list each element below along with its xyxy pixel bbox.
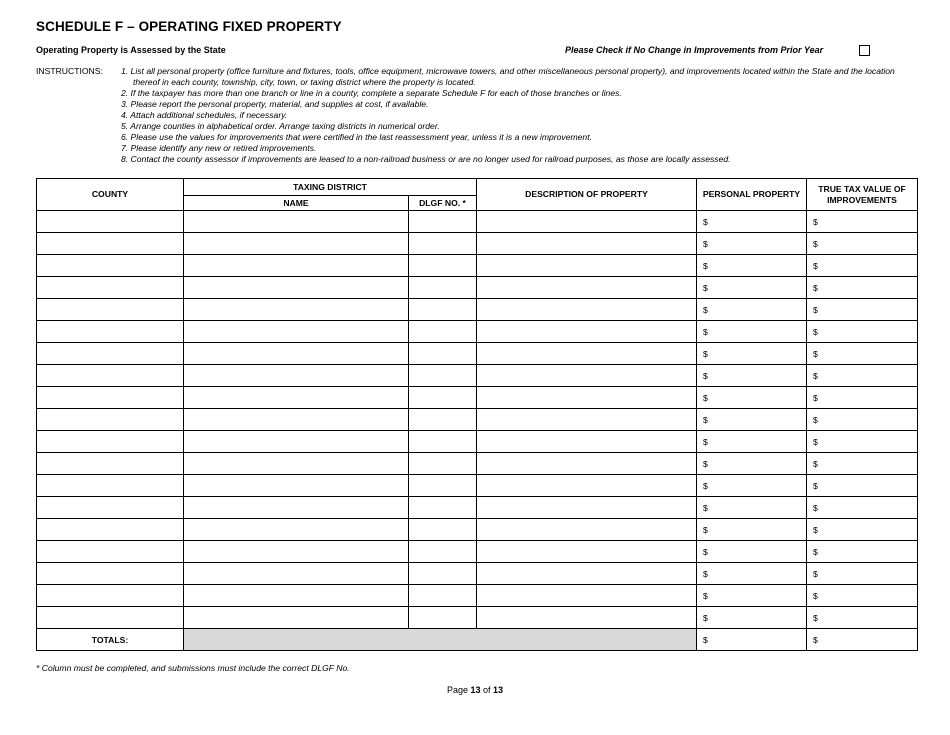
- currency-symbol: $: [703, 524, 708, 535]
- true-tax-value-cell[interactable]: [807, 321, 918, 343]
- currency-symbol: $: [703, 480, 708, 491]
- true-tax-value-cell[interactable]: [807, 585, 918, 607]
- personal-property-header: PERSONAL PROPERTY: [697, 179, 807, 211]
- instruction-item: 3. Please report the personal property, material, and supplies at cost, if available.: [121, 99, 429, 109]
- description-cell[interactable]: [477, 211, 697, 233]
- dlgf-cell[interactable]: [409, 585, 477, 607]
- description-cell[interactable]: [477, 409, 697, 431]
- true-tax-value-cell[interactable]: [807, 409, 918, 431]
- district-name-cell[interactable]: [184, 431, 409, 453]
- true-tax-value-cell[interactable]: [807, 497, 918, 519]
- currency-symbol: $: [703, 348, 708, 359]
- currency-symbol: $: [813, 634, 818, 645]
- county-header: COUNTY: [37, 179, 184, 211]
- currency-symbol: $: [813, 546, 818, 557]
- personal-property-cell[interactable]: [697, 343, 807, 365]
- district-name-cell[interactable]: [184, 541, 409, 563]
- property-table: [36, 178, 918, 651]
- district-name-cell[interactable]: [184, 233, 409, 255]
- personal-property-cell[interactable]: [697, 607, 807, 629]
- personal-property-cell[interactable]: [697, 453, 807, 475]
- county-cell[interactable]: [37, 563, 184, 585]
- personal-property-cell[interactable]: [697, 299, 807, 321]
- true-tax-value-cell[interactable]: [807, 365, 918, 387]
- dlgf-cell[interactable]: [409, 277, 477, 299]
- district-name-cell[interactable]: [184, 475, 409, 497]
- totals-label: TOTALS:: [37, 629, 184, 651]
- table-row: [37, 519, 918, 541]
- table-row: [37, 387, 918, 409]
- table-row: [37, 365, 918, 387]
- description-cell[interactable]: [477, 277, 697, 299]
- true-tax-value-cell[interactable]: [807, 255, 918, 277]
- county-cell[interactable]: [37, 431, 184, 453]
- table-row: [37, 321, 918, 343]
- county-cell[interactable]: [37, 299, 184, 321]
- instructions-label: INSTRUCTIONS:: [36, 66, 103, 76]
- district-name-cell[interactable]: [184, 387, 409, 409]
- district-name-cell[interactable]: [184, 607, 409, 629]
- description-cell[interactable]: [477, 233, 697, 255]
- description-cell[interactable]: [477, 387, 697, 409]
- personal-property-cell[interactable]: [697, 519, 807, 541]
- instructions-list: [121, 66, 921, 165]
- currency-symbol: $: [703, 502, 708, 513]
- district-name-cell[interactable]: [184, 585, 409, 607]
- instruction-item: 1. List all personal property (office furniture and fixtures, tools, office equipment, microwave towers, and other miscellaneous personal property), and improvements located within the State and the location thereof in each county, township, city, town, or taxing district where the property is located.: [121, 66, 895, 87]
- currency-symbol: $: [813, 238, 818, 249]
- description-cell[interactable]: [477, 431, 697, 453]
- table-row: [37, 607, 918, 629]
- dlgf-cell[interactable]: [409, 255, 477, 277]
- currency-symbol: $: [813, 502, 818, 513]
- table-row: [37, 255, 918, 277]
- district-name-cell[interactable]: [184, 277, 409, 299]
- true-tax-value-cell[interactable]: [807, 563, 918, 585]
- dlgf-cell[interactable]: [409, 299, 477, 321]
- page-of: of: [483, 685, 491, 695]
- true-tax-value-total[interactable]: [807, 629, 918, 651]
- county-cell[interactable]: [37, 211, 184, 233]
- page-number: [0, 685, 950, 695]
- footnote: * Column must be completed, and submissions must include the correct DLGF No.: [36, 663, 350, 673]
- currency-symbol: $: [703, 634, 708, 645]
- description-header: DESCRIPTION OF PROPERTY: [477, 179, 697, 211]
- currency-symbol: $: [813, 326, 818, 337]
- description-cell[interactable]: [477, 475, 697, 497]
- instruction-item: 5. Arrange counties in alphabetical order. Arrange taxing districts in numerical order.: [121, 121, 440, 131]
- currency-symbol: $: [703, 370, 708, 381]
- personal-property-cell[interactable]: [697, 211, 807, 233]
- county-cell[interactable]: [37, 607, 184, 629]
- dlgf-cell[interactable]: [409, 321, 477, 343]
- page-title: SCHEDULE F – OPERATING FIXED PROPERTY: [36, 19, 342, 34]
- personal-property-cell[interactable]: [697, 585, 807, 607]
- true-tax-value-cell[interactable]: [807, 387, 918, 409]
- county-cell[interactable]: [37, 233, 184, 255]
- district-name-cell[interactable]: [184, 519, 409, 541]
- personal-property-cell[interactable]: [697, 541, 807, 563]
- district-name-cell[interactable]: [184, 343, 409, 365]
- table-row: [37, 453, 918, 475]
- description-cell[interactable]: [477, 453, 697, 475]
- dlgf-cell[interactable]: [409, 211, 477, 233]
- description-cell[interactable]: [477, 365, 697, 387]
- currency-symbol: $: [703, 568, 708, 579]
- currency-symbol: $: [813, 260, 818, 271]
- county-cell[interactable]: [37, 497, 184, 519]
- instruction-item: 4. Attach additional schedules, if necessary.: [121, 110, 288, 120]
- dlgf-cell[interactable]: [409, 541, 477, 563]
- personal-property-cell[interactable]: [697, 255, 807, 277]
- currency-symbol: $: [703, 458, 708, 469]
- county-cell[interactable]: [37, 255, 184, 277]
- district-name-cell[interactable]: [184, 453, 409, 475]
- district-name-cell[interactable]: [184, 497, 409, 519]
- county-cell[interactable]: [37, 585, 184, 607]
- currency-symbol: $: [703, 216, 708, 227]
- instruction-item: 2. If the taxpayer has more than one branch or line in a county, complete a separate Schedule F for each of those branches or lines.: [121, 88, 622, 98]
- currency-symbol: $: [703, 392, 708, 403]
- currency-symbol: $: [703, 326, 708, 337]
- personal-property-cell[interactable]: [697, 233, 807, 255]
- county-cell[interactable]: [37, 453, 184, 475]
- description-cell[interactable]: [477, 519, 697, 541]
- dlgf-cell[interactable]: [409, 233, 477, 255]
- description-cell[interactable]: [477, 585, 697, 607]
- county-cell[interactable]: [37, 541, 184, 563]
- description-cell[interactable]: [477, 255, 697, 277]
- table-row: [37, 497, 918, 519]
- instruction-item: 6. Please use the values for improvements that were certified in the last reassessment year, unless it is a new improvement.: [121, 132, 592, 142]
- currency-symbol: $: [703, 436, 708, 447]
- district-name-cell[interactable]: [184, 211, 409, 233]
- true-tax-value-cell[interactable]: [807, 211, 918, 233]
- description-cell[interactable]: [477, 299, 697, 321]
- dlgf-cell[interactable]: [409, 431, 477, 453]
- true-tax-value-cell[interactable]: [807, 541, 918, 563]
- personal-property-cell[interactable]: [697, 387, 807, 409]
- county-cell[interactable]: [37, 475, 184, 497]
- page-prefix: Page: [446, 685, 468, 695]
- currency-symbol: $: [813, 348, 818, 359]
- currency-symbol: $: [813, 568, 818, 579]
- currency-symbol: $: [703, 238, 708, 249]
- currency-symbol: $: [703, 304, 708, 315]
- currency-symbol: $: [703, 260, 708, 271]
- currency-symbol: $: [703, 590, 708, 601]
- district-name-cell[interactable]: [184, 299, 409, 321]
- totals-row: [37, 629, 918, 651]
- page-current: 13: [470, 685, 481, 695]
- true-tax-value-cell[interactable]: [807, 607, 918, 629]
- description-cell[interactable]: [477, 343, 697, 365]
- county-cell[interactable]: [37, 387, 184, 409]
- dlgf-cell[interactable]: [409, 519, 477, 541]
- dlgf-cell[interactable]: [409, 607, 477, 629]
- no-change-label: Please Check if No Change in Improvements from Prior Year: [565, 45, 824, 55]
- table-row: [37, 299, 918, 321]
- dlgf-cell[interactable]: [409, 343, 477, 365]
- personal-property-cell[interactable]: [697, 365, 807, 387]
- page-total: 13: [493, 685, 504, 695]
- true-tax-value-cell[interactable]: [807, 299, 918, 321]
- district-name-cell[interactable]: [184, 255, 409, 277]
- personal-property-total[interactable]: [697, 629, 807, 651]
- dlgf-cell[interactable]: [409, 387, 477, 409]
- true-tax-value-cell[interactable]: [807, 233, 918, 255]
- true-tax-value-cell[interactable]: [807, 277, 918, 299]
- personal-property-cell[interactable]: [697, 321, 807, 343]
- true-tax-value-cell[interactable]: [807, 519, 918, 541]
- taxing-district-header: TAXING DISTRICT: [184, 179, 477, 196]
- personal-property-cell[interactable]: [697, 431, 807, 453]
- table-row: [37, 211, 918, 233]
- table-row: [37, 541, 918, 563]
- district-name-cell[interactable]: [184, 563, 409, 585]
- personal-property-cell[interactable]: [697, 277, 807, 299]
- county-cell[interactable]: [37, 519, 184, 541]
- personal-property-cell[interactable]: [697, 563, 807, 585]
- description-cell[interactable]: [477, 497, 697, 519]
- currency-symbol: $: [813, 216, 818, 227]
- name-header: NAME: [184, 196, 409, 211]
- currency-symbol: $: [813, 436, 818, 447]
- table-row: [37, 409, 918, 431]
- dlgf-header: DLGF NO. *: [409, 196, 477, 211]
- personal-property-cell[interactable]: [697, 409, 807, 431]
- county-cell[interactable]: [37, 365, 184, 387]
- dlgf-cell[interactable]: [409, 453, 477, 475]
- currency-symbol: $: [813, 458, 818, 469]
- dlgf-cell[interactable]: [409, 365, 477, 387]
- county-cell[interactable]: [37, 409, 184, 431]
- district-name-cell[interactable]: [184, 409, 409, 431]
- true-tax-value-cell[interactable]: [807, 475, 918, 497]
- instruction-item: 7. Please identify any new or retired improvements.: [121, 143, 317, 153]
- instruction-item: 8. Contact the county assessor if improvements are leased to a non-railroad business or are no longer used for railroad purposes, as those are locally assessed.: [121, 154, 731, 164]
- currency-symbol: $: [813, 612, 818, 623]
- currency-symbol: $: [813, 370, 818, 381]
- table-row: [37, 277, 918, 299]
- personal-property-cell[interactable]: [697, 475, 807, 497]
- table-row: [37, 233, 918, 255]
- personal-property-cell[interactable]: [697, 497, 807, 519]
- assessment-note: Operating Property is Assessed by the State: [36, 45, 226, 55]
- no-change-checkbox[interactable]: [859, 45, 870, 56]
- table-row: [37, 475, 918, 497]
- dlgf-cell[interactable]: [409, 409, 477, 431]
- currency-symbol: $: [703, 282, 708, 293]
- district-name-cell[interactable]: [184, 321, 409, 343]
- true-tax-value-cell[interactable]: [807, 343, 918, 365]
- currency-symbol: $: [813, 590, 818, 601]
- currency-symbol: $: [813, 304, 818, 315]
- district-name-cell[interactable]: [184, 365, 409, 387]
- currency-symbol: $: [813, 414, 818, 425]
- currency-symbol: $: [813, 282, 818, 293]
- county-cell[interactable]: [37, 321, 184, 343]
- county-cell[interactable]: [37, 343, 184, 365]
- dlgf-cell[interactable]: [409, 563, 477, 585]
- true-tax-value-cell[interactable]: [807, 453, 918, 475]
- description-cell[interactable]: [477, 321, 697, 343]
- currency-symbol: $: [703, 612, 708, 623]
- table-row: [37, 585, 918, 607]
- currency-symbol: $: [813, 392, 818, 403]
- county-cell[interactable]: [37, 277, 184, 299]
- table-row: [37, 343, 918, 365]
- currency-symbol: $: [813, 524, 818, 535]
- currency-symbol: $: [703, 546, 708, 557]
- true-tax-value-cell[interactable]: [807, 431, 918, 453]
- currency-symbol: $: [813, 480, 818, 491]
- description-cell[interactable]: [477, 541, 697, 563]
- table-row: [37, 431, 918, 453]
- true-tax-value-header: TRUE TAX VALUE OF IMPROVEMENTS: [807, 179, 918, 211]
- totals-shaded-area: [184, 629, 697, 651]
- dlgf-cell[interactable]: [409, 475, 477, 497]
- currency-symbol: $: [703, 414, 708, 425]
- description-cell[interactable]: [477, 607, 697, 629]
- dlgf-cell[interactable]: [409, 497, 477, 519]
- description-cell[interactable]: [477, 563, 697, 585]
- table-row: [37, 563, 918, 585]
